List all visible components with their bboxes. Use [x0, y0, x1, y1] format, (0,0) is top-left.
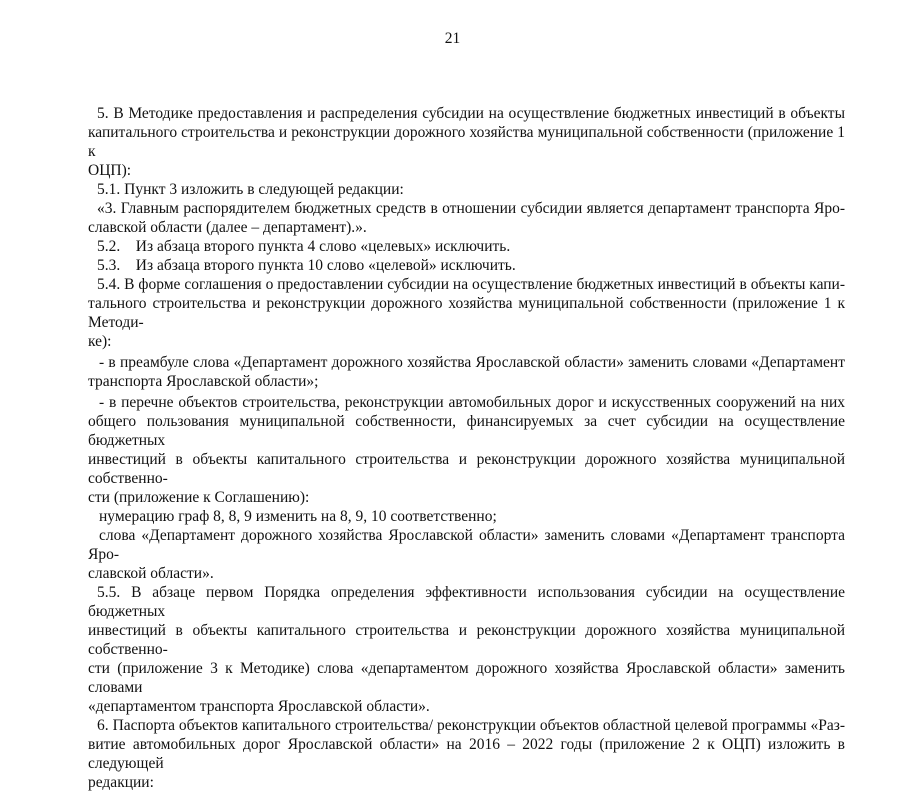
text-line: 5.3. Из абзаца второго пункта 10 слово «целевой» исключить.	[97, 257, 516, 274]
text-line: сти (приложение 3 к Методике) слова «департаментом дорожного хозяйства Ярославской области» заменить словами	[88, 660, 845, 696]
paragraph-5-1	[88, 180, 845, 199]
text-line: инвестиций в объекты капитального строительства и реконструкции дорожного хозяйства муниципальной собственно-	[88, 622, 845, 658]
paragraph-6	[88, 716, 845, 792]
document-body	[88, 104, 845, 792]
paragraph-preamble	[88, 353, 845, 391]
text-line: 6. Паспорта объектов капитального строительства/ реконструкции объектов областной целевой программы «Раз-	[97, 717, 845, 734]
text-line: - в перечне объектов строительства, реконструкции автомобильных дорог и искусственных сооружений на них	[99, 394, 845, 411]
text-line: витие автомобильных дорог Ярославской области» на 2016 – 2022 годы (приложение 2 к ОЦП) изложить в следующей	[88, 736, 845, 772]
text-line: капитального строительства и реконструкции дорожного хозяйства муниципальной собственности (приложение 1 к	[88, 124, 845, 160]
text-line: инвестиций в объекты капитального строительства и реконструкции дорожного хозяйства муниципальной собственно-	[88, 451, 845, 487]
text-line: слова «Департамент дорожного хозяйства Ярославской области» заменить словами «Департамент транспорта Яро-	[88, 527, 845, 563]
text-line: «3. Главным распорядителем бюджетных средств в отношении субсидии является департамент транспорта Яро-	[97, 200, 845, 217]
page-number: 21	[444, 30, 461, 47]
paragraph-5	[88, 104, 845, 180]
text-line: ке):	[88, 333, 112, 350]
text-line: общего пользования муниципальной собственности, финансируемых за счет субсидии на осуществление бюджетных	[88, 413, 845, 449]
text-line: 5.5. В абзаце первом Порядка определения эффективности использования субсидии на осуществление бюджетных	[88, 584, 845, 620]
paragraph-object-list	[88, 393, 845, 507]
text-line: славской области (далее – департамент).».	[88, 219, 367, 236]
paragraph-words	[88, 526, 845, 583]
paragraph-5-3	[88, 256, 845, 275]
paragraph-quote-3	[88, 199, 845, 237]
paragraph-5-2	[88, 237, 845, 256]
paragraph-numbering	[88, 507, 845, 526]
text-line: - в преамбуле слова «Департамент дорожного хозяйства Ярославской области» заменить словами «Департамент	[99, 354, 845, 371]
text-line: 5.4. В форме соглашения о предоставлении субсидии на осуществление бюджетных инвестиций в объекты капи-	[97, 276, 845, 293]
paragraph-5-4	[88, 275, 845, 351]
text-line: «департаментом транспорта Ярославской области».	[88, 698, 430, 715]
text-line: транспорта Ярославской области»;	[88, 373, 319, 390]
text-line: 5.1. Пункт 3 изложить в следующей редакции:	[97, 181, 404, 198]
text-line: нумерацию граф 8, 8, 9 изменить на 8, 9, 10 соответственно;	[99, 508, 497, 525]
text-line: 5. В Методике предоставления и распределения субсидии на осуществление бюджетных инвестиций в объекты	[97, 105, 845, 122]
text-line: редакции:	[88, 774, 154, 791]
text-line: ОЦП):	[88, 162, 132, 179]
text-line: сти (приложение к Соглашению):	[88, 489, 310, 506]
text-line: 5.2. Из абзаца второго пункта 4 слово «целевых» исключить.	[97, 238, 511, 255]
paragraph-5-5	[88, 583, 845, 716]
text-line: тального строительства и реконструкции дорожного хозяйства муниципальной собственности (приложение 1 к Методи-	[88, 295, 845, 331]
text-line: славской области».	[88, 565, 214, 582]
